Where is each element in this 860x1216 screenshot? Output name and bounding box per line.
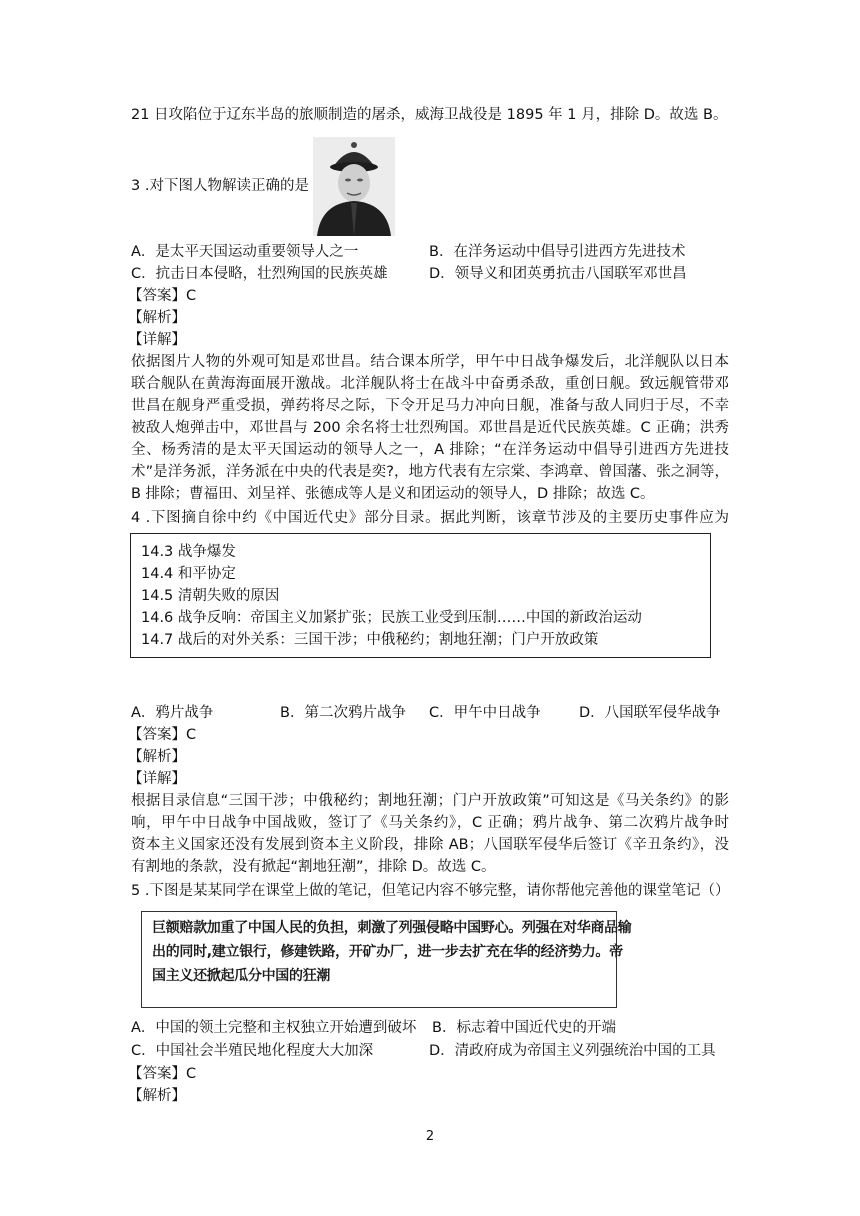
- q4-option-b: B．第二次鸦片战争: [280, 705, 406, 721]
- q3-option-c: C．抗击日本侵略，壮烈殉国的民族英雄: [131, 266, 388, 282]
- q4-option-c: C．甲午中日战争: [429, 705, 541, 721]
- toc-item: 14.5 清朝失败的原因: [141, 588, 280, 604]
- toc-item: 14.4 和平协定: [141, 566, 236, 582]
- q5-answer: 【答案】C: [128, 1066, 197, 1082]
- q4-detail-label: 【详解】: [128, 771, 186, 787]
- q5-stem: 5 .下图是某某同学在课堂上做的笔记，但笔记内容不够完整，请你帮他完善他的课堂笔记（）: [131, 883, 730, 899]
- note-line: 巨额赔款加重了中国人民的负担，刺激了列强侵略中国野心。列强在对华商品输: [152, 920, 632, 936]
- q3-detail-line: 术”是洋务派，洋务派在中央的代表是奕?，地方代表有左宗棠、李鸿章、曾国藩、张之洞等，: [131, 464, 729, 480]
- note-line: 出的同时,建立银行，修建铁路，开矿办厂，进一步去扩充在华的经济势力。帝: [152, 944, 623, 960]
- note-box: [141, 911, 632, 1008]
- q3-answer: 【答案】C: [128, 288, 197, 304]
- q4-detail-line: 资本主义国家还没有发展到资本主义阶段，排除 AB；八国联军侵华后签订《辛丑条约》，没: [131, 837, 729, 853]
- q4-detail-line: 响，甲午中日战争中国战败，签订了《马关条约》，C 正确；鸦片战争、第二次鸦片战争时: [131, 815, 729, 831]
- q3-detail-line: 联合舰队在黄海海面展开激战。北洋舰队将士在战斗中奋勇杀敌，重创日舰。致远舰管带邓: [131, 376, 729, 392]
- toc-item: 14.7 战后的对外关系：三国干涉；中俄秘约；割地狂潮；门户开放政策: [141, 632, 599, 648]
- toc-item: 14.6 战争反响：帝国主义加紧扩张；民族工业受到压制……中国的新政治运动: [141, 610, 642, 626]
- q4-detail-line: 有割地的条款，没有掀起“割地狂潮”，排除 D。故选 C。: [131, 859, 496, 875]
- q3-option-d: D．领导义和团英勇抗击八国联军邓世昌: [429, 266, 687, 282]
- toc-box: [130, 533, 711, 658]
- note-line: 国主义还掀起瓜分中国的狂潮: [152, 968, 331, 984]
- intro-line: 21 日攻陷位于辽东半岛的旅顺制造的屠杀，威海卫战役是 1895 年 1 月，排除 D。故选 B。: [131, 107, 728, 123]
- q5-option-b: B．标志着中国近代史的开端: [432, 1020, 616, 1036]
- q3-detail-line: 被敌人炮弹击中，邓世昌与 200 余名将士壮烈殉国。邓世昌是近代民族英雄。C 正确；洪秀: [131, 420, 729, 436]
- q5-option-d: D．清政府成为帝国主义列强统治中国的工具: [429, 1043, 716, 1059]
- q4-analysis-label: 【解析】: [128, 749, 186, 765]
- q5-option-a: A．中国的领土完整和主权独立开始遭到破坏: [131, 1020, 417, 1036]
- q3-analysis-label: 【解析】: [128, 310, 186, 326]
- q3-stem: 3 .对下图人物解读正确的是: [131, 178, 309, 194]
- q5-analysis-label: 【解析】: [128, 1088, 186, 1104]
- q3-detail-label: 【详解】: [128, 332, 186, 348]
- page-number: 2: [425, 1129, 435, 1144]
- q4-option-d: D．八国联军侵华战争: [579, 705, 721, 721]
- q3-detail-line: 全、杨秀清的是太平天国运动的领导人之一，A 排除；“在洋务运动中倡导引进西方先进技: [131, 442, 729, 458]
- q3-detail-line: 依据图片人物的外观可知是邓世昌。结合课本所学，甲午中日战争爆发后，北洋舰队以日本: [131, 354, 729, 370]
- q4-stem: 4 .下图摘自徐中约《中国近代史》部分目录。据此判断，该章节涉及的主要历史事件应为: [131, 510, 729, 526]
- q3-option-b: B．在洋务运动中倡导引进西方先进技术: [429, 244, 686, 260]
- q3-detail-line: 世昌在舰身严重受损，弹药将尽之际，下令开足马力冲向日舰，准备与敌人同归于尽，不幸: [131, 398, 729, 414]
- q5-option-c: C．中国社会半殖民地化程度大大加深: [131, 1043, 374, 1059]
- q3-option-a: A．是太平天国运动重要领导人之一: [131, 244, 359, 260]
- q4-answer: 【答案】C: [128, 727, 197, 743]
- toc-item: 14.3 战争爆发: [141, 544, 236, 560]
- q3-detail-line: B 排除；曹福田、刘呈祥、张德成等人是义和团运动的领导人，D 排除；故选 C。: [131, 486, 655, 502]
- portrait-image: [313, 137, 395, 236]
- q4-option-a: A．鸦片战争: [131, 705, 214, 721]
- q4-detail-line: 根据目录信息“三国干涉；中俄秘约；割地狂潮；门户开放政策”可知这是《马关条约》的影: [131, 793, 729, 809]
